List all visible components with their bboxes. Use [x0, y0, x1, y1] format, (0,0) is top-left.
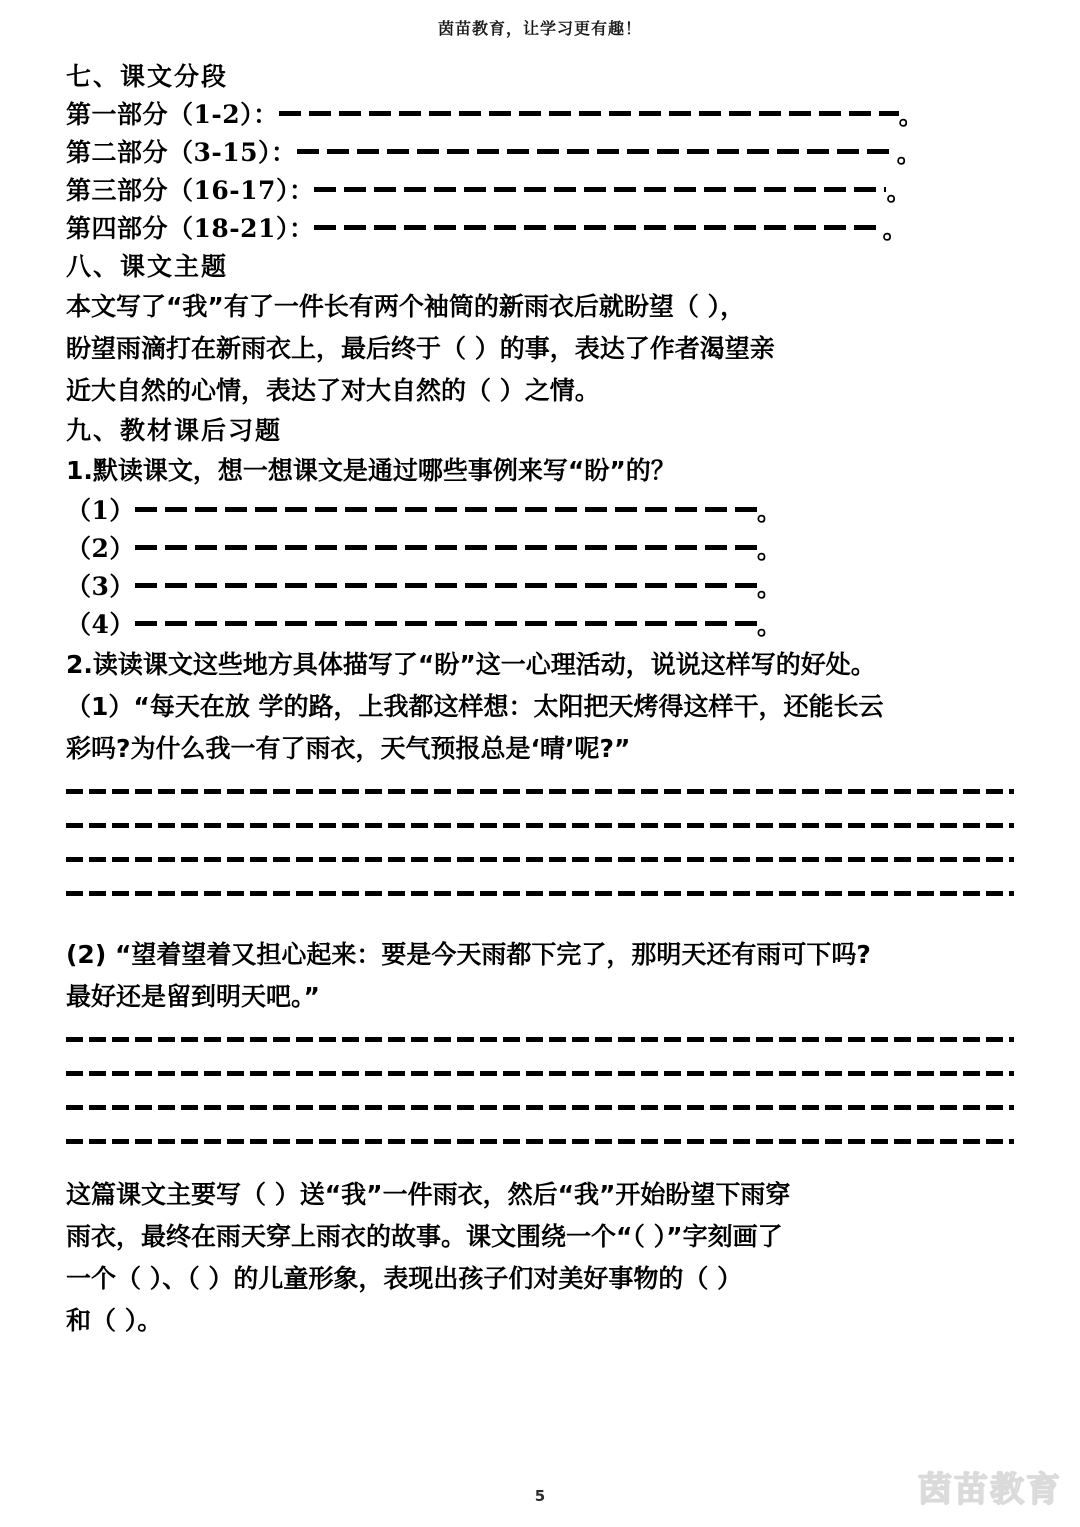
part-4-label: 第四部分（18-21）：	[66, 214, 315, 243]
section-seven-part-3	[66, 172, 1014, 210]
part-1-rule[interactable]	[279, 111, 899, 116]
blank-3-label: （3）	[66, 572, 135, 601]
blank-2-period: 。	[756, 535, 783, 564]
blank-1-period: 。	[756, 497, 783, 526]
question-2-item-2-quote-line-2: 最好还是留到明天吧。”	[66, 982, 320, 1011]
part-3-rule[interactable]	[314, 187, 886, 192]
question-2-item-1-answer-rule-4[interactable]	[66, 880, 1014, 906]
question-2-item-1-quote-line-2: 彩吗?为什么我一有了雨衣，天气预报总是‘晴’呢?”	[66, 734, 631, 763]
question-2-item-2-answer-rule-1[interactable]	[66, 1026, 1014, 1052]
blank-3-period: 。	[756, 573, 783, 602]
section-eight-line-3: 近大自然的心情，表达了对大自然的（ ）之情。	[66, 376, 600, 405]
question-2-item-2-answer-rule-2[interactable]	[66, 1060, 1014, 1086]
section-eight-line-2: 盼望雨滴打在新雨衣上，最后终于（ ）的事，表达了作者渴望亲	[66, 334, 775, 363]
section-eight-line-1: 本文写了“我”有了一件长有两个袖筒的新雨衣后就盼望（ ），	[66, 292, 746, 321]
part-4-rule[interactable]	[314, 225, 882, 230]
page-number: 5	[534, 1487, 546, 1505]
question-1-blank-1	[66, 492, 1014, 530]
blank-1-label: （1）	[66, 496, 135, 525]
part-3-period: 。	[886, 177, 912, 206]
section-heading-nine: 九、教材课后习题	[66, 416, 283, 445]
page-header-banner: 茵苗教育，让学习更有趣！	[437, 19, 642, 38]
blank-2-rule[interactable]	[135, 545, 757, 550]
question-2-item-1-answer-rule-1[interactable]	[66, 778, 1014, 804]
blank-4-rule[interactable]	[135, 621, 757, 626]
section-heading-seven: 七、课文分段	[66, 62, 229, 91]
part-2-period: 。	[896, 139, 923, 168]
blank-4-period: 。	[756, 611, 783, 640]
part-2-label: 第二部分（3-15）：	[66, 138, 297, 167]
summary-line-3: 一个（ ）、（ ）的儿童形象，表现出孩子们对美好事物的（ ）	[66, 1264, 743, 1293]
blank-4-label: （4）	[66, 610, 135, 639]
summary-line-1: 这篇课文主要写（ ）送“我”一件雨衣，然后“我”开始盼望下雨穿	[66, 1180, 791, 1209]
question-2-item-1-answer-rule-2[interactable]	[66, 812, 1014, 838]
question-2-prompt: 2.读读课文这些地方具体描写了“盼”这一心理活动，说说这样写的好处。	[66, 650, 876, 679]
part-4-period: 。	[882, 215, 908, 244]
watermark-logo: 茵苗教育	[918, 1470, 1062, 1510]
question-2-item-1-answer-rule-3[interactable]	[66, 846, 1014, 872]
part-1-label: 第一部分（1-2）：	[66, 100, 279, 129]
question-1-prompt: 1.默读课文，想一想课文是通过哪些事例来写“盼”的？	[66, 456, 676, 485]
section-heading-eight: 八、课文主题	[66, 252, 229, 281]
question-1-blank-4	[66, 606, 1014, 644]
question-2-item-1-quote-line-1: （1）“每天在放 学的路，上我都这样想：太阳把天烤得这样干，还能长云	[66, 692, 884, 721]
part-3-label: 第三部分（16-17）：	[66, 176, 315, 205]
section-seven-part-1	[66, 96, 1014, 134]
summary-line-4: 和（ ）。	[66, 1306, 163, 1335]
section-seven-part-2	[66, 134, 1014, 172]
part-1-period: 。	[898, 101, 925, 130]
question-2-item-2-quote-line-1: (2) “望着望着又担心起来：要是今天雨都下完了，那明天还有雨可下吗?	[66, 940, 871, 969]
document-content	[66, 58, 1014, 1342]
question-2-item-2-answer-rule-3[interactable]	[66, 1094, 1014, 1120]
question-1-blank-3	[66, 568, 1014, 606]
part-2-rule[interactable]	[297, 149, 897, 154]
summary-line-2: 雨衣，最终在雨天穿上雨衣的故事。课文围绕一个“（ ）”字刻画了	[66, 1222, 783, 1251]
question-2-item-2-answer-rule-4[interactable]	[66, 1128, 1014, 1154]
section-seven-part-4	[66, 210, 1014, 248]
blank-3-rule[interactable]	[135, 583, 757, 588]
blank-2-label: （2）	[66, 534, 135, 563]
blank-1-rule[interactable]	[135, 507, 757, 512]
question-1-blank-2	[66, 530, 1014, 568]
